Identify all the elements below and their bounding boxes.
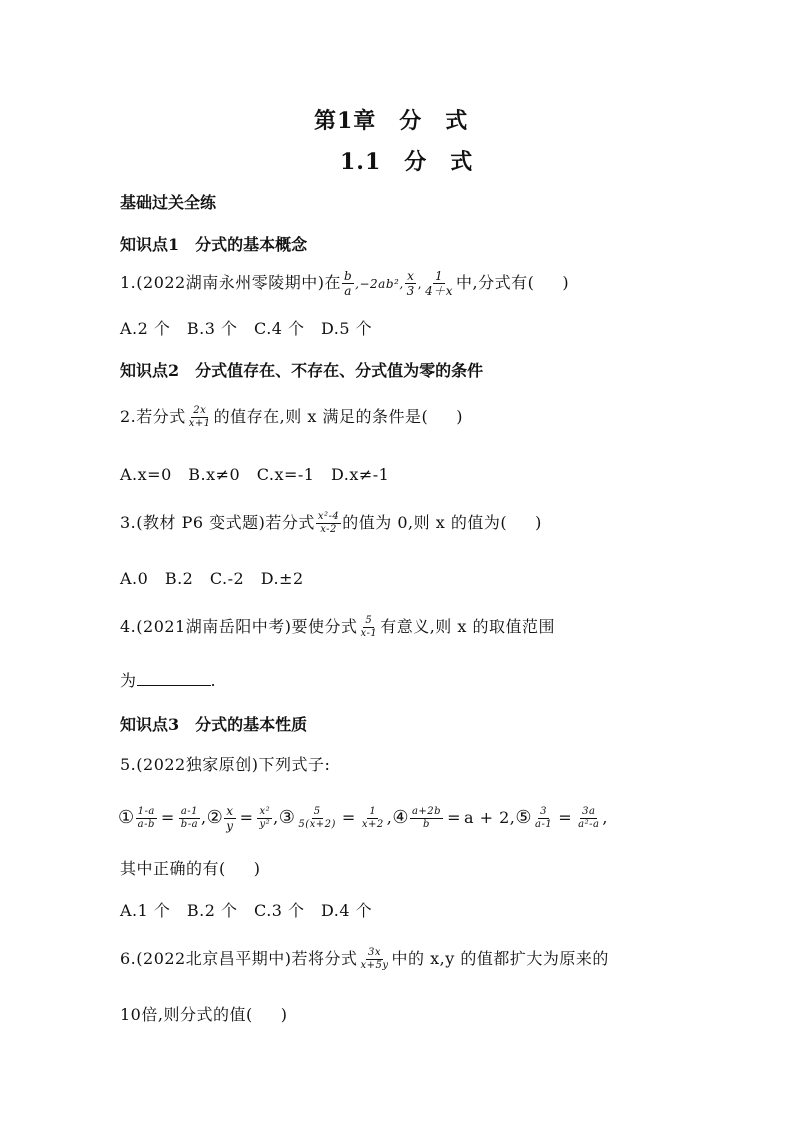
q5-eq-3: = xyxy=(341,808,356,827)
q2-suffix: 的值存在,则 x 满足的条件是( xyxy=(213,407,429,426)
q5-eq-2: = xyxy=(239,808,254,827)
question-2 xyxy=(120,400,463,434)
q2-prefix: 2.若分式 xyxy=(120,407,186,426)
q2-end: ) xyxy=(456,407,463,426)
q3-fraction: $\frac{\text{x²-4}}{x-2}$ xyxy=(317,511,340,535)
q1-fraction-1-4x: $\frac{1}{4+x}$ xyxy=(425,269,454,298)
q6-line2-text: 10倍,则分式的值( xyxy=(120,1005,253,1024)
q5-comma-5: , xyxy=(602,808,609,827)
q5-eq-4: = xyxy=(447,808,461,827)
q5-comma-1: , xyxy=(201,808,207,827)
q1-fraction-b-a: $\frac{b}{a}$ xyxy=(343,269,353,298)
q1-prefix: 1.(2022湖南永州零陵期中)在 xyxy=(120,273,341,292)
q5-f1b: $\frac{a-1}{b-a}$ xyxy=(180,806,199,830)
knowledge-point-2: 知识点2 分式值存在、不存在、分式值为零的条件 xyxy=(120,361,484,380)
q6-end: ) xyxy=(280,1005,288,1024)
q5-f2b: $\frac{\text{x²}}{\text{y²}}$ xyxy=(259,806,271,830)
q5-expressions xyxy=(118,798,608,838)
q5-mark-4: ④ xyxy=(392,807,409,828)
question-6 xyxy=(120,942,609,976)
q2-fraction: $\frac{2x}{x+1}$ xyxy=(188,405,211,429)
q5-f1a: $\frac{1-a}{a-b}$ xyxy=(137,806,155,830)
q5-f5b: $\frac{3a}{\text{a²-a}}$ xyxy=(578,806,600,830)
q4-fraction: $\frac{5}{x-1}$ xyxy=(360,615,378,639)
q5-f4-rhs: a + 2 xyxy=(463,808,510,827)
q4-line2-prefix: 为 xyxy=(120,671,137,690)
q5-mark-1: ① xyxy=(118,807,135,828)
q4-prefix: 4.(2021湖南岳阳中考)要使分式 xyxy=(120,617,358,636)
q5-f2a: $\frac{x}{y}$ xyxy=(226,804,234,833)
q6-fraction: $\frac{3x}{x+5y}$ xyxy=(360,947,389,971)
q6-line-2 xyxy=(120,1002,287,1025)
chapter-title: 第1章 分 式 xyxy=(314,108,469,134)
q3-suffix: 的值为 0,则 x 的值为( xyxy=(342,513,508,532)
q4-line-2 xyxy=(120,668,216,691)
q5-f3b: $\frac{1}{x+2}$ xyxy=(361,806,384,830)
q5-end: ) xyxy=(253,859,261,878)
q5-comma-2: , xyxy=(273,808,279,827)
q5-comma-4: , xyxy=(509,808,516,827)
q2-options: A.x=0 B.x≠0 C.x=-1 D.x≠-1 xyxy=(120,465,390,484)
q4-answer-blank[interactable] xyxy=(137,671,211,686)
q5-mark-5: ⑤ xyxy=(515,807,532,828)
q3-end: ) xyxy=(535,513,542,532)
practice-heading: 基础过关全练 xyxy=(120,193,217,212)
q5-mark-3: ③ xyxy=(278,807,296,828)
q5-comma-3: , xyxy=(386,808,393,827)
q5-f3a: $\frac{5}{5(x+2)}$ xyxy=(298,806,336,830)
q5-options: A.1 个 B.2 个 C.3 个 D.4 个 xyxy=(120,901,373,920)
q5-f4: $\frac{a+2b}{b}$ xyxy=(411,806,442,830)
q5-intro: 5.(2022独家原创)下列式子: xyxy=(120,755,331,774)
q1-suffix: 中,分式有( xyxy=(456,273,535,292)
q6-prefix: 6.(2022北京昌平期中)若将分式 xyxy=(120,949,358,968)
q4-line2-suffix: . xyxy=(210,671,217,690)
question-1: 1.(2022湖南永州零陵期中)在 $\frac{b}{a}$ ,−2ab², $\frac{x}{3}$ , $\frac{1}{4+x}$ 中,分式有( ) xyxy=(120,269,570,298)
q3-options: A.0 B.2 C.-2 D.±2 xyxy=(120,569,304,588)
q4-suffix: 有意义,则 x 的取值范围 xyxy=(380,617,555,636)
q5-f5a: $\frac{3}{a-1}$ xyxy=(535,806,553,830)
q5-mark-2: ② xyxy=(206,807,224,828)
knowledge-point-1: 知识点1 分式的基本概念 xyxy=(120,235,308,254)
section-title: 1.1 分 式 xyxy=(340,149,474,175)
q5-eq-5: = xyxy=(558,808,573,827)
q1-end: ) xyxy=(562,273,570,292)
q1-expr-2: ,−2ab², xyxy=(355,277,404,291)
q1-fraction-x-3: $\frac{x}{3}$ xyxy=(406,269,415,298)
knowledge-point-3: 知识点3 分式的基本性质 xyxy=(120,715,308,734)
q1-options: A.2 个 B.3 个 C.4 个 D.5 个 xyxy=(120,319,373,338)
q5-tail xyxy=(120,856,261,879)
q3-prefix: 3.(教材 P6 变式题)若分式 xyxy=(120,513,315,532)
question-3 xyxy=(120,506,542,540)
q5-eq-1: = xyxy=(160,808,175,827)
question-4 xyxy=(120,610,555,644)
q5-tail-text: 其中正确的有( xyxy=(120,859,226,878)
q6-suffix: 中的 x,y 的值都扩大为原来的 xyxy=(391,949,609,968)
